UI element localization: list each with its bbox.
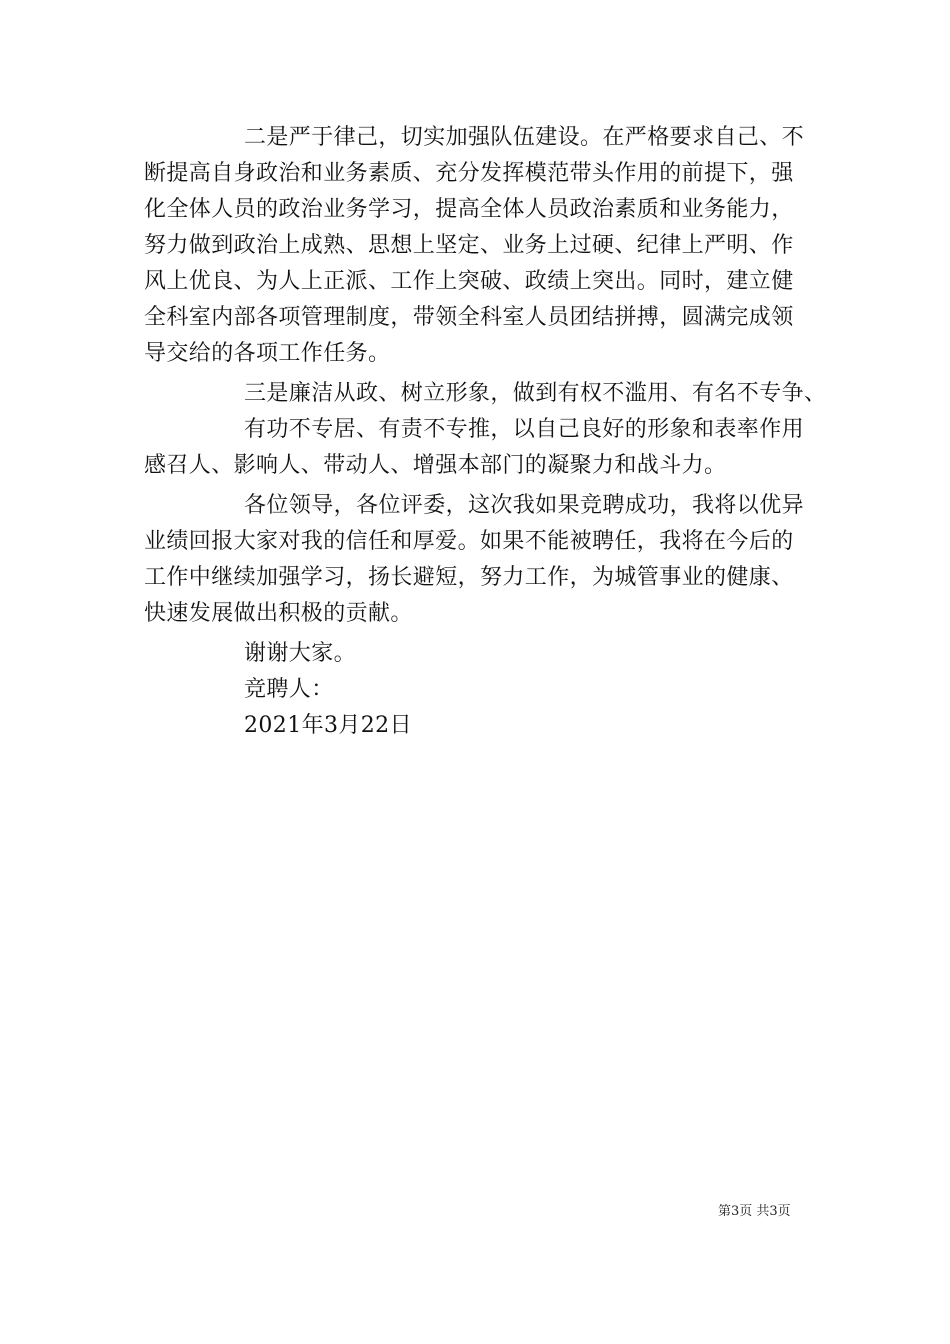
body-line: 业绩回报大家对我的信任和厚爱。如果不能被聘任，我将在今后的 xyxy=(144,529,794,554)
body-line: 努力做到政治上成熟、思想上坚定、业务上过硬、纪律上严明、作 xyxy=(144,233,794,258)
body-line: 风上优良、为人上正派、工作上突破、政绩上突出。同时，建立健 xyxy=(144,269,794,294)
body-line: 工作中继续加强学习，扬长避短，努力工作，为城管事业的健康、 xyxy=(144,565,794,590)
body-line: 化全体人员的政治业务学习，提高全体人员政治素质和业务能力， xyxy=(144,197,794,222)
body-line: 快速发展做出积极的贡献。 xyxy=(144,601,413,626)
closing-thanks: 谢谢大家。 xyxy=(244,641,357,666)
date-line: 2021年3月22日 xyxy=(244,713,412,738)
body-line: 三是廉洁从政、树立形象，做到有权不滥用、有名不专争、 xyxy=(244,381,827,406)
signature-label: 竞聘人： xyxy=(244,677,334,702)
body-line: 全科室内部各项管理制度，带领全科室人员团结拼搏，圆满完成领 xyxy=(144,305,794,330)
body-line: 断提高自身政治和业务素质、充分发挥模范带头作用的前提下，强 xyxy=(144,161,794,186)
body-line: 二是严于律己，切实加强队伍建设。在严格要求自己、不 xyxy=(244,125,805,150)
body-line: 感召人、影响人、带动人、增强本部门的凝聚力和战斗力。 xyxy=(144,453,727,478)
body-line: 导交给的各项工作任务。 xyxy=(144,341,391,366)
body-line: 有功不专居、有责不专推，以自己良好的形象和表率作用 xyxy=(244,417,805,442)
page-number: 第3页 共3页 xyxy=(718,1204,791,1219)
body-line: 各位领导，各位评委，这次我如果竞聘成功，我将以优异 xyxy=(244,493,805,518)
